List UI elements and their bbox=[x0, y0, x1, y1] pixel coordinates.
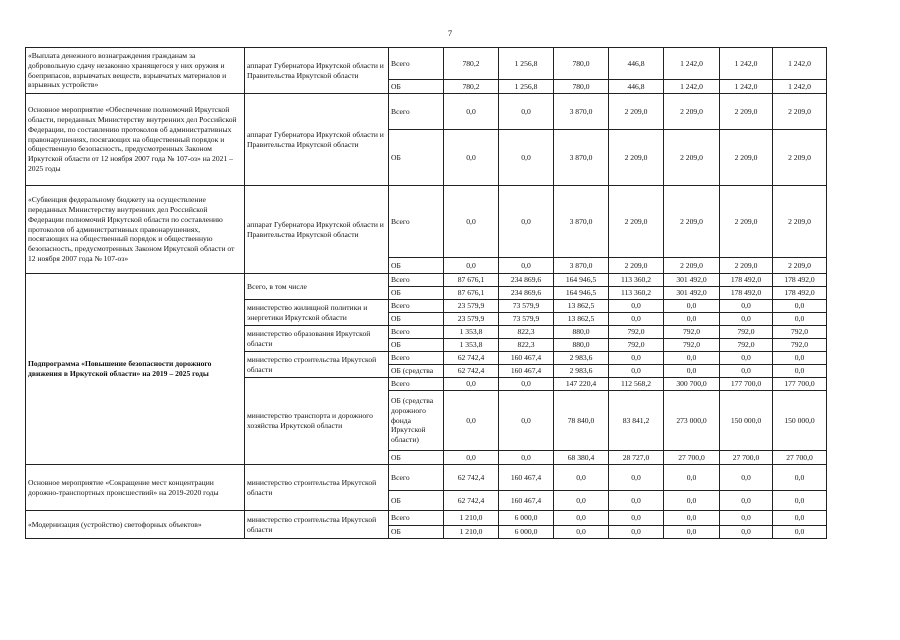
responsible-executor: министерство строительства Иркутской области bbox=[245, 511, 389, 539]
value-cell: 0,0 bbox=[773, 313, 827, 326]
value-cell: 792,0 bbox=[720, 339, 773, 352]
value-cell: 6 000,0 bbox=[499, 511, 554, 526]
funding-source: Всего bbox=[389, 300, 444, 313]
value-cell: 0,0 bbox=[444, 186, 499, 258]
value-cell: 0,0 bbox=[773, 526, 827, 539]
value-cell: 880,0 bbox=[554, 339, 609, 352]
value-cell: 0,0 bbox=[499, 258, 554, 274]
value-cell: 113 360,2 bbox=[609, 274, 664, 287]
value-cell: 0,0 bbox=[664, 313, 720, 326]
value-cell: 0,0 bbox=[720, 313, 773, 326]
responsible-executor: аппарат Губернатора Иркутской области и Правительства Иркутской области bbox=[245, 94, 389, 186]
funding-source: Всего bbox=[389, 94, 444, 130]
responsible-executor: аппарат Губернатора Иркутской области и Правительства Иркутской области bbox=[245, 186, 389, 274]
value-cell: 62 742,4 bbox=[444, 465, 499, 491]
value-cell: 0,0 bbox=[609, 491, 664, 511]
value-cell: 0,0 bbox=[720, 365, 773, 378]
value-cell: 0,0 bbox=[609, 352, 664, 365]
table-row bbox=[26, 48, 827, 80]
value-cell: 0,0 bbox=[609, 526, 664, 539]
responsible-executor: Всего, в том числе bbox=[245, 274, 389, 300]
value-cell: 0,0 bbox=[499, 186, 554, 258]
value-cell: 3 870,0 bbox=[554, 94, 609, 130]
value-cell: 0,0 bbox=[609, 511, 664, 526]
value-cell: 780,0 bbox=[554, 48, 609, 80]
value-cell: 0,0 bbox=[554, 465, 609, 491]
value-cell: 0,0 bbox=[773, 365, 827, 378]
value-cell: 792,0 bbox=[609, 326, 664, 339]
value-cell: 0,0 bbox=[444, 258, 499, 274]
funding-source: ОБ bbox=[389, 451, 444, 465]
value-cell: 0,0 bbox=[720, 511, 773, 526]
value-cell: 62 742,4 bbox=[444, 365, 499, 378]
value-cell: 1 242,0 bbox=[664, 80, 720, 94]
value-cell: 2 209,0 bbox=[720, 186, 773, 258]
value-cell: 0,0 bbox=[773, 300, 827, 313]
value-cell: 0,0 bbox=[444, 94, 499, 130]
funding-source: ОБ bbox=[389, 287, 444, 300]
value-cell: 780,2 bbox=[444, 48, 499, 80]
value-cell: 164 946,5 bbox=[554, 274, 609, 287]
value-cell: 0,0 bbox=[664, 352, 720, 365]
value-cell: 0,0 bbox=[444, 391, 499, 451]
value-cell: 0,0 bbox=[773, 511, 827, 526]
value-cell: 0,0 bbox=[773, 465, 827, 491]
value-cell: 1 353,8 bbox=[444, 326, 499, 339]
value-cell: 0,0 bbox=[664, 511, 720, 526]
funding-source: ОБ bbox=[389, 130, 444, 186]
value-cell: 2 209,0 bbox=[609, 186, 664, 258]
table-row bbox=[26, 274, 827, 287]
value-cell: 446,8 bbox=[609, 80, 664, 94]
value-cell: 160 467,4 bbox=[499, 491, 554, 511]
measure-description: «Модернизация (устройство) светофорных объектов» bbox=[26, 511, 245, 539]
table-row bbox=[26, 94, 827, 130]
value-cell: 0,0 bbox=[609, 300, 664, 313]
value-cell: 2 209,0 bbox=[773, 186, 827, 258]
value-cell: 1 210,0 bbox=[444, 511, 499, 526]
value-cell: 2 209,0 bbox=[664, 94, 720, 130]
value-cell: 13 862,5 bbox=[554, 300, 609, 313]
value-cell: 780,0 bbox=[554, 80, 609, 94]
value-cell: 147 220,4 bbox=[554, 378, 609, 391]
page-number: 7 bbox=[447, 28, 453, 38]
value-cell: 178 492,0 bbox=[773, 287, 827, 300]
value-cell: 1 242,0 bbox=[664, 48, 720, 80]
value-cell: 1 353,8 bbox=[444, 339, 499, 352]
value-cell: 0,0 bbox=[720, 465, 773, 491]
value-cell: 1 210,0 bbox=[444, 526, 499, 539]
value-cell: 3 870,0 bbox=[554, 186, 609, 258]
value-cell: 0,0 bbox=[609, 365, 664, 378]
value-cell: 150 000,0 bbox=[773, 391, 827, 451]
measure-description: Основное мероприятие «Обеспечение полномочий Иркутской области, переданных Министерству внутренних дел Российской Федерации, по составлению протоколов об административных правонарушениях, посягающих на общественный порядок и общественную безопасность, предусмотренных Законом Иркутской области от 12 ноября 2007 года № 107-оз» на 2021 – 2025 годы bbox=[26, 94, 245, 186]
value-cell: 2 209,0 bbox=[664, 130, 720, 186]
funding-source: ОБ bbox=[389, 80, 444, 94]
funding-source: Всего bbox=[389, 326, 444, 339]
value-cell: 822,3 bbox=[499, 326, 554, 339]
value-cell: 1 242,0 bbox=[773, 48, 827, 80]
value-cell: 62 742,4 bbox=[444, 352, 499, 365]
value-cell: 0,0 bbox=[664, 365, 720, 378]
value-cell: 822,3 bbox=[499, 339, 554, 352]
responsible-executor: министерство строительства Иркутской области bbox=[245, 465, 389, 511]
value-cell: 150 000,0 bbox=[720, 391, 773, 451]
value-cell: 0,0 bbox=[720, 526, 773, 539]
value-cell: 2 209,0 bbox=[609, 130, 664, 186]
value-cell: 3 870,0 bbox=[554, 130, 609, 186]
table-row bbox=[26, 511, 827, 526]
value-cell: 301 492,0 bbox=[664, 274, 720, 287]
measure-description: «Субвенция федеральному бюджету на осуществление переданных Министерству внутренних дел Российской Федерации полномочий Иркутской области по составлению протоколов об административных правонарушениях, посягающих на общественный порядок и общественную безопасность, предусмотренных Законом Иркутской области от 12 ноября 2007 года № 107-оз» bbox=[26, 186, 245, 274]
value-cell: 0,0 bbox=[720, 300, 773, 313]
value-cell: 0,0 bbox=[499, 451, 554, 465]
value-cell: 792,0 bbox=[609, 339, 664, 352]
value-cell: 28 727,0 bbox=[609, 451, 664, 465]
value-cell: 160 467,4 bbox=[499, 465, 554, 491]
value-cell: 78 840,0 bbox=[554, 391, 609, 451]
funding-source: Всего bbox=[389, 48, 444, 80]
value-cell: 446,8 bbox=[609, 48, 664, 80]
value-cell: 0,0 bbox=[664, 300, 720, 313]
value-cell: 301 492,0 bbox=[664, 287, 720, 300]
value-cell: 0,0 bbox=[554, 491, 609, 511]
measure-description: «Выплата денежного вознаграждения гражданам за добровольную сдачу незаконно хранящегося у них оружия и боеприпасов, взрывчатых веществ, взрывчатых материалов и взрывных устройств» bbox=[26, 48, 245, 94]
value-cell: 1 242,0 bbox=[720, 80, 773, 94]
subprogram-title: Подпрограмма «Повышение безопасности дорожного движения в Иркутской области» на 2019 – 2025 годы bbox=[26, 274, 245, 465]
value-cell: 0,0 bbox=[664, 491, 720, 511]
value-cell: 0,0 bbox=[609, 465, 664, 491]
value-cell: 0,0 bbox=[554, 526, 609, 539]
table-row bbox=[26, 465, 827, 491]
value-cell: 2 209,0 bbox=[773, 94, 827, 130]
value-cell: 23 579,9 bbox=[444, 313, 499, 326]
value-cell: 300 700,0 bbox=[664, 378, 720, 391]
value-cell: 792,0 bbox=[773, 326, 827, 339]
value-cell: 2 209,0 bbox=[609, 94, 664, 130]
value-cell: 83 841,2 bbox=[609, 391, 664, 451]
responsible-executor: министерство образования Иркутской области bbox=[245, 326, 389, 352]
measure-description: Основное мероприятие «Сокращение мест концентрации дорожно-транспортных происшествий» на 2019-2020 годы bbox=[26, 465, 245, 511]
funding-source: ОБ (средства дорожного фонда Иркутской области) bbox=[389, 391, 444, 451]
value-cell: 6 000,0 bbox=[499, 526, 554, 539]
value-cell: 112 568,2 bbox=[609, 378, 664, 391]
responsible-executor: министерство жилищной политики и энергетики Иркутской области bbox=[245, 300, 389, 326]
value-cell: 27 700,0 bbox=[773, 451, 827, 465]
value-cell: 880,0 bbox=[554, 326, 609, 339]
value-cell: 0,0 bbox=[444, 130, 499, 186]
value-cell: 2 983,6 bbox=[554, 365, 609, 378]
funding-source: ОБ bbox=[389, 258, 444, 274]
funding-source: ОБ bbox=[389, 339, 444, 352]
value-cell: 1 256,8 bbox=[499, 80, 554, 94]
value-cell: 273 000,0 bbox=[664, 391, 720, 451]
funding-source: Всего bbox=[389, 511, 444, 526]
value-cell: 68 380,4 bbox=[554, 451, 609, 465]
value-cell: 0,0 bbox=[444, 378, 499, 391]
value-cell: 792,0 bbox=[720, 326, 773, 339]
value-cell: 113 360,2 bbox=[609, 287, 664, 300]
value-cell: 792,0 bbox=[664, 326, 720, 339]
value-cell: 27 700,0 bbox=[720, 451, 773, 465]
value-cell: 0,0 bbox=[720, 352, 773, 365]
value-cell: 2 209,0 bbox=[664, 186, 720, 258]
funding-source: ОБ bbox=[389, 491, 444, 511]
value-cell: 0,0 bbox=[499, 391, 554, 451]
value-cell: 780,2 bbox=[444, 80, 499, 94]
value-cell: 178 492,0 bbox=[773, 274, 827, 287]
value-cell: 177 700,0 bbox=[720, 378, 773, 391]
value-cell: 2 209,0 bbox=[720, 258, 773, 274]
value-cell: 2 209,0 bbox=[720, 94, 773, 130]
budget-table bbox=[25, 47, 827, 539]
value-cell: 13 862,5 bbox=[554, 313, 609, 326]
value-cell: 2 209,0 bbox=[609, 258, 664, 274]
value-cell: 160 467,4 bbox=[499, 365, 554, 378]
value-cell: 234 869,6 bbox=[499, 274, 554, 287]
value-cell: 2 983,6 bbox=[554, 352, 609, 365]
value-cell: 62 742,4 bbox=[444, 491, 499, 511]
value-cell: 178 492,0 bbox=[720, 287, 773, 300]
funding-source: ОБ bbox=[389, 313, 444, 326]
value-cell: 0,0 bbox=[499, 130, 554, 186]
value-cell: 73 579,9 bbox=[499, 313, 554, 326]
value-cell: 0,0 bbox=[664, 465, 720, 491]
value-cell: 1 242,0 bbox=[720, 48, 773, 80]
value-cell: 234 869,6 bbox=[499, 287, 554, 300]
value-cell: 2 209,0 bbox=[773, 258, 827, 274]
funding-source: Всего bbox=[389, 378, 444, 391]
value-cell: 2 209,0 bbox=[720, 130, 773, 186]
value-cell: 27 700,0 bbox=[664, 451, 720, 465]
value-cell: 0,0 bbox=[609, 313, 664, 326]
value-cell: 0,0 bbox=[664, 526, 720, 539]
value-cell: 3 870,0 bbox=[554, 258, 609, 274]
funding-source: Всего bbox=[389, 352, 444, 365]
value-cell: 0,0 bbox=[499, 378, 554, 391]
responsible-executor: министерство строительства Иркутской области bbox=[245, 352, 389, 378]
value-cell: 2 209,0 bbox=[773, 130, 827, 186]
value-cell: 0,0 bbox=[444, 451, 499, 465]
value-cell: 1 256,8 bbox=[499, 48, 554, 80]
value-cell: 0,0 bbox=[720, 491, 773, 511]
responsible-executor: министерство транспорта и дорожного хозяйства Иркутской области bbox=[245, 378, 389, 465]
value-cell: 792,0 bbox=[773, 339, 827, 352]
value-cell: 23 579,9 bbox=[444, 300, 499, 313]
funding-source: ОБ (средства bbox=[389, 365, 444, 378]
funding-source: Всего bbox=[389, 186, 444, 258]
value-cell: 0,0 bbox=[773, 352, 827, 365]
funding-source: Всего bbox=[389, 274, 444, 287]
value-cell: 87 676,1 bbox=[444, 287, 499, 300]
value-cell: 2 209,0 bbox=[664, 258, 720, 274]
value-cell: 87 676,1 bbox=[444, 274, 499, 287]
value-cell: 177 700,0 bbox=[773, 378, 827, 391]
value-cell: 0,0 bbox=[554, 511, 609, 526]
responsible-executor: аппарат Губернатора Иркутской области и Правительства Иркутской области bbox=[245, 48, 389, 94]
value-cell: 178 492,0 bbox=[720, 274, 773, 287]
value-cell: 0,0 bbox=[499, 94, 554, 130]
value-cell: 160 467,4 bbox=[499, 352, 554, 365]
value-cell: 164 946,5 bbox=[554, 287, 609, 300]
value-cell: 1 242,0 bbox=[773, 80, 827, 94]
table-row bbox=[26, 186, 827, 258]
value-cell: 73 579,9 bbox=[499, 300, 554, 313]
value-cell: 0,0 bbox=[773, 491, 827, 511]
funding-source: ОБ bbox=[389, 526, 444, 539]
funding-source: Всего bbox=[389, 465, 444, 491]
value-cell: 792,0 bbox=[664, 339, 720, 352]
